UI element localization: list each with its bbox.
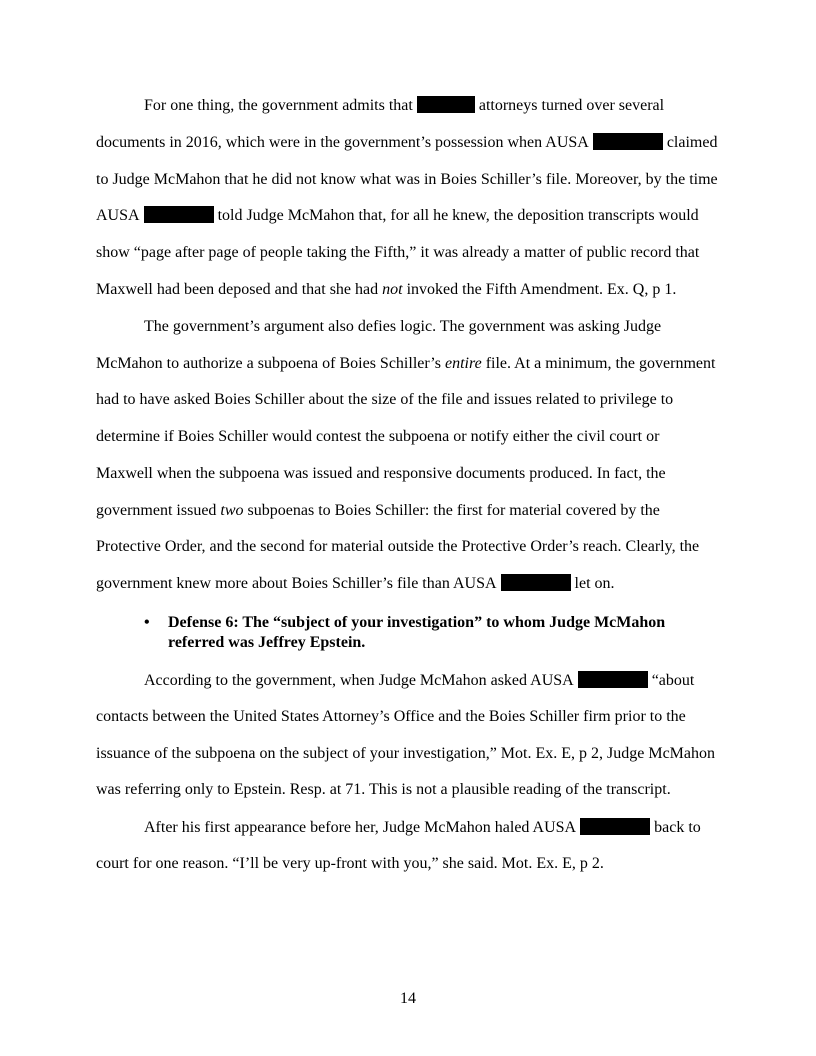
paragraph-1-line-3: to Judge McMahon that he did not know what was in Boies Schiller’s file. Moreover, by the time — [96, 171, 718, 188]
paragraph-2-line-2 — [96, 354, 715, 374]
paragraph-2-line-4: determine if Boies Schiller would contest the subpoena or notify either the civil court or — [96, 428, 660, 445]
paragraph-2-line-5: Maxwell when the subpoena was issued and responsive documents produced. In fact, the — [96, 465, 666, 482]
text: government issued — [96, 502, 217, 519]
paragraph-2-line-6 — [96, 501, 660, 521]
paragraph-3-line-1 — [144, 671, 694, 691]
paragraph-2-line-8 — [96, 574, 615, 594]
text: documents in 2016, which were in the government’s possession when AUSA — [96, 134, 589, 151]
text: According to the government, when Judge McMahon asked AUSA — [144, 672, 574, 689]
text: attorneys turned over several — [478, 97, 665, 114]
redaction-box — [580, 818, 650, 835]
emphasis: entire — [444, 355, 482, 372]
bullet-icon: • — [144, 614, 150, 631]
page-number: 14 — [400, 990, 416, 1007]
text: AUSA — [96, 207, 140, 224]
text: let on. — [574, 575, 615, 592]
paragraph-3-line-4: was referring only to Epstein. Resp. at 71. This is not a plausible reading of the transcript. — [96, 781, 671, 798]
redaction-box — [417, 96, 475, 113]
text: Maxwell had been deposed and that she had — [96, 281, 379, 298]
paragraph-1-line-6 — [96, 280, 676, 300]
redaction-box — [593, 133, 663, 150]
paragraph-2-line-7: Protective Order, and the second for material outside the Protective Order’s reach. Clearly, the — [96, 538, 700, 555]
paragraph-4-line-1 — [144, 818, 701, 838]
text: subpoenas to Boies Schiller: the first for material covered by the — [247, 502, 660, 519]
paragraph-2-line-1: The government’s argument also defies logic. The government was asking Judge — [144, 318, 662, 335]
text: invoked the Fifth Amendment. Ex. Q, p 1. — [406, 281, 677, 298]
text: “about — [651, 672, 695, 689]
paragraph-4-line-2: court for one reason. “I’ll be very up-front with you,” she said. Mot. Ex. E, p 2. — [96, 855, 604, 872]
paragraph-1-line-2 — [96, 133, 717, 153]
redaction-box — [144, 206, 214, 223]
emphasis: not — [382, 281, 403, 298]
paragraph-1-line-4 — [96, 206, 699, 226]
text: For one thing, the government admits that — [144, 97, 413, 114]
paragraph-1-line-1 — [144, 96, 664, 116]
text: told Judge McMahon that, for all he knew, the deposition transcripts would — [217, 207, 699, 224]
text: After his first appearance before her, Judge McMahon haled AUSA — [144, 819, 577, 836]
text: claimed — [666, 134, 718, 151]
heading-line-2: referred was Jeffrey Epstein. — [168, 634, 366, 651]
redaction-box — [578, 671, 648, 688]
text: back to — [654, 819, 701, 836]
heading-line-1: Defense 6: The “subject of your investigation” to whom Judge McMahon — [168, 614, 666, 631]
paragraph-2-line-3: had to have asked Boies Schiller about the size of the file and issues related to privilege to — [96, 391, 674, 408]
paragraph-3-line-3: issuance of the subpoena on the subject of your investigation,” Mot. Ex. E, p 2, Judge McMahon — [96, 745, 715, 762]
paragraph-3-line-2: contacts between the United States Attorney’s Office and the Boies Schiller firm prior to the — [96, 708, 686, 725]
text: McMahon to authorize a subpoena of Boies Schiller’s — [96, 355, 441, 372]
text: file. At a minimum, the government — [485, 355, 716, 372]
paragraph-1-line-5: show “page after page of people taking the Fifth,” it was already a matter of public record that — [96, 244, 700, 261]
text: government knew more about Boies Schiller’s file than AUSA — [96, 575, 497, 592]
redaction-box — [501, 574, 571, 591]
emphasis: two — [220, 502, 244, 519]
